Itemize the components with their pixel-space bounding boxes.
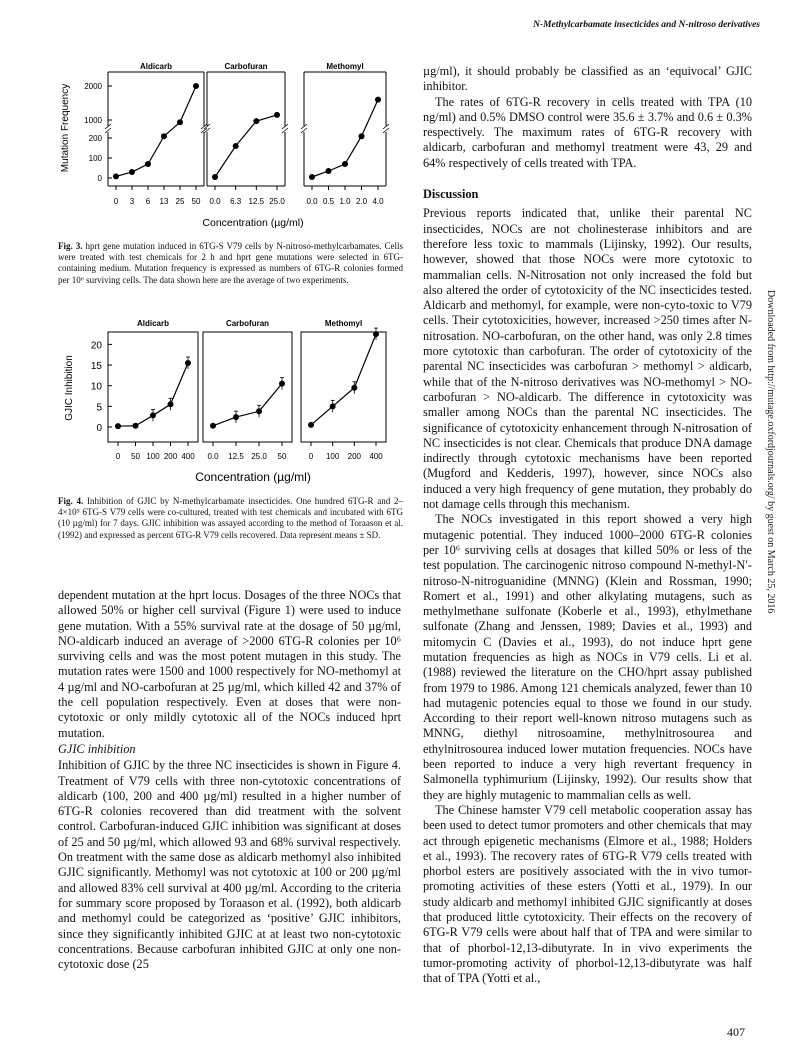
data-point [256, 408, 262, 414]
figure-3-caption [58, 241, 403, 286]
x-tick-label: 1.0 [339, 197, 351, 206]
data-point [133, 423, 139, 429]
download-watermark: Downloaded from http://mutage.oxfordjournals.org/ by guest on March 25, 2016 [765, 290, 776, 614]
panel-title: Methomyl [324, 319, 363, 328]
x-tick-label: 400 [181, 452, 195, 461]
x-tick-label: 0.5 [322, 197, 335, 206]
x-tick-label: 50 [131, 452, 140, 461]
data-point [145, 161, 151, 167]
x-axis-label: Concentration (µg/ml) [202, 217, 304, 229]
right-column [423, 64, 752, 987]
x-tick-label: 25.0 [269, 197, 285, 206]
x-tick-label: 25.0 [251, 452, 267, 461]
figure-4-caption-text: Inhibition of GJIC by N-methylcarbamate insecticides. One hundred 6TG-R and 2–4×10⁵ 6TG-S V79 cells were co-cultured, treated with test chemicals and incubated with 6TG (10 µg/ml) for 7 days. GJIC inhibition was assayed according to the method of Toraason et al. (1992) and expressed as percent 6TG-R V79 cells recovered. Data represent means ± SD. [58, 496, 403, 540]
data-point [113, 173, 119, 179]
x-tick-label: 200 [163, 452, 178, 461]
data-point [279, 381, 285, 387]
series-line [213, 384, 282, 426]
x-tick-label: 6.3 [230, 197, 242, 206]
data-point [373, 331, 379, 337]
data-point [185, 360, 191, 366]
x-tick-label: 100 [325, 452, 340, 461]
left-column [58, 588, 401, 972]
data-point [233, 143, 239, 149]
data-point [253, 118, 259, 124]
figure-3-caption-text: hprt gene mutation induced in 6TG-S V79 cells by N-nitroso-methylcarbamates. Cells were treated with test chemicals for 2 h and hprt gene mutations were selected in 6TG-containing medium. Mutation frequency is expressed as numbers of 6TG-R colonies formed per 10⁶ surviving cells. The data shown here are the average of two experiments. [58, 241, 404, 285]
y-tick-label: 10 [90, 381, 102, 393]
paragraph: The rates of 6TG-R recovery in cells treated with TPA (10 ng/ml) and 0.5% DMSO control were 35.6 ± 3.7% and 0.6 ± 0.3% respectively. The maximum rates of 6TG-R recovery with aldicarb, carbofuran and methomyl treatment were 43, 29 and 64% respectively of cells treated with TPA. [423, 94, 752, 170]
figure-4-label: Fig. 4. [58, 496, 84, 506]
y-tick-label: 5 [96, 402, 102, 414]
panel-title: Aldicarb [139, 62, 173, 71]
y-tick-label: 0 [97, 174, 102, 183]
data-point [193, 83, 199, 89]
series-line [215, 115, 277, 177]
x-tick-label: 0.0 [306, 197, 318, 206]
x-tick-label: 50 [277, 452, 287, 461]
data-point [177, 119, 183, 125]
data-point [212, 174, 218, 180]
series-line [116, 86, 196, 176]
data-point [274, 112, 280, 118]
figure-4-chart [58, 316, 403, 492]
x-tick-label: 4.0 [372, 197, 384, 206]
figure-4-caption [58, 496, 403, 541]
data-point [115, 423, 121, 429]
x-tick-label: 0.0 [209, 197, 221, 206]
panel-title: Carbofuran [225, 319, 270, 328]
x-tick-label: 100 [146, 452, 160, 461]
y-axis-label: Mutation Frequency [60, 83, 71, 173]
section-heading: Discussion [423, 187, 479, 202]
x-tick-label: 13 [159, 197, 169, 206]
data-point [326, 168, 332, 174]
x-tick-label: 50 [191, 197, 201, 206]
x-tick-label: 0 [115, 452, 121, 461]
data-point [330, 403, 336, 409]
data-point [150, 412, 156, 418]
y-tick-label: 100 [88, 154, 102, 163]
data-point [233, 414, 239, 420]
y-tick-label: 0 [96, 423, 102, 434]
paragraph: µg/ml), it should probably be classified as an ‘equivocal’ GJIC inhibitor. [423, 64, 752, 94]
subsection-heading: GJIC inhibition [58, 741, 136, 756]
x-tick-label: 0 [308, 452, 314, 461]
panel-title: Carbofuran [224, 62, 268, 71]
paragraph: The Chinese hamster V79 cell metabolic cooperation assay has been used to detect tumor promoters and other chemicals that may act through epigenetic mechanisms (Elmore et al., 1988; Holders et al., 1993). The recovery rates of 6TG-R V79 cells treated with phorbol esters are positively associated with the in vivo tumor-promoting activities of these esters (Yotti et al., 1979). In our study aldicarb and methomyl inhibited GJIC significantly at doses that produced little cytotoxicity. Their effects on the recovery of 6TG-R V79 cells were about half that of TPA and were similar to that of phorbol-12,13-dibutyrate. In in vivo experiments the tumor-promoting activity of phorbol-12,13-dibutyrate was half that of TPA (Yotti et al., [423, 802, 752, 986]
x-tick-label: 200 [347, 452, 362, 461]
x-tick-label: 0 [113, 197, 119, 206]
x-tick-label: 400 [369, 452, 383, 461]
figure-3-chart [58, 60, 403, 240]
page-number: 407 [727, 1025, 745, 1039]
data-point [161, 133, 167, 139]
data-point [342, 161, 348, 167]
x-tick-label: 12.5 [248, 197, 265, 206]
data-point [168, 401, 174, 407]
panel-title: Methomyl [326, 62, 364, 71]
data-point [309, 174, 315, 180]
data-point [351, 385, 357, 391]
data-point [359, 133, 365, 139]
panel-title: Aldicarb [136, 319, 170, 328]
paragraph: Inhibition of GJIC by the three NC insecticides is shown in Figure 4. Treatment of V79 cells with three non-cytotoxic concentrations of aldicarb (100, 200 and 400 µg/ml) resulted in a higher number of 6TG-R colonies recovered than did treatment with the solvent control. Carbofuran-induced GJIC inhibition was significant at doses of 25 and 50 µg/ml, which allowed 93 and 68% survival respectively. On treatment with the same dose as aldicarb methomyl also inhibited GJIC significantly. Methomyl was not cytotoxic at 100 or 200 µg/ml and allowed 83% cell survival at 400 µg/ml. According to the criteria for summary score proposed by Toraason et al. (1992), both aldicarb and methomyl could be categorized as ‘positive’ GJIC inhibitors, since they significantly inhibited GJIC at at least two non-cytotoxic concentrations. Because carbofuran inhibited GJIC at only one non-cytotoxic dose (25 [58, 758, 401, 972]
data-point [375, 97, 381, 103]
x-tick-label: 0.0 [207, 452, 219, 461]
x-axis-label: Concentration (µg/ml) [195, 470, 311, 484]
y-tick-label: 200 [88, 134, 102, 143]
y-tick-label: 2000 [84, 82, 102, 91]
y-tick-label: 20 [90, 340, 102, 352]
paragraph: dependent mutation at the hprt locus. Dosages of the three NOCs that allowed 50% or higher cell survival (Figure 1) were used to induce gene mutation. With a 55% survival rate at the dosage of 50 µg/ml, NO-aldicarb induced an average of >2000 6TG-R colonies per 10⁶ surviving cells and was the most potent mutagen in this study. The mutation rates were 1500 and 1000 respectively for NO-methomyl at 4 µg/ml and NO-carbofuran at 25 µg/ml, which killed 42 and 37% of the cell population respectively. Even at doses that were non-cytotoxic or only mildly cytotoxic all of the NOCs induced hprt mutation. [58, 588, 401, 740]
x-tick-label: 6 [145, 197, 151, 206]
y-tick-label: 1000 [84, 116, 102, 125]
data-point [210, 423, 216, 429]
x-tick-label: 12.5 [228, 452, 244, 461]
series-line [311, 334, 376, 425]
data-point [129, 169, 135, 175]
x-tick-label: 3 [129, 197, 135, 206]
paragraph: Previous reports indicated that, unlike their parental NC insecticides, NOCs are not cholinesterase inhibitors and are therefore less toxic to mammals (Lijinsky, 1992). Our results, however, showed that those NOCs were more cytotoxic to mammalian cells. N-Nitrosation not only increased the fold but also altered the order of cytotoxicity of the NC insecticides tested. Aldicarb and methomyl, for example, were non-cyto-toxic to V79 cells. Their cytotoxicities, however, increased >250 times after N-nitrosation. NO-carbofuran, on the other hand, was only 2.8 times more cytotoxic than carbofuran. The order of cytotoxicity of the parental NC insecticides was carbofuran > methomyl > aldicarb, while that of the N-nitroso derivatives was NO-methomyl > NO-carbofuran > NO-aldicarb. The difference in cytotoxicity was smaller among NOCs than the parental NC insecticides. The significance of cytotoxicity enhancement through N-nitrosation of NC insecticides is not clear. Chemicals that produce DNA damage indirectly through cytotoxic mechanisms have been reported (Mugford and Kedderis, 1997), however, since NOCs also induced a very high frequency of gene mutation, they probably do not damage cells through this mechanism. [423, 206, 752, 512]
x-tick-label: 2.0 [355, 197, 368, 206]
y-axis-label: GJIC Inhibition [64, 355, 75, 421]
y-tick-label: 15 [90, 361, 102, 373]
figure-3-label: Fig. 3. [58, 241, 83, 251]
paragraph: The NOCs investigated in this report showed a very high mutagenic potential. They induced 1000–2000 6TG-R colonies per 10⁶ surviving cells at dosages that killed 50% or less of the test population. The carcinogenic nitroso compound N-methyl-N′-nitroso-N-nitroguanidine (MNNG) (Klein and Rossman, 1990; Romert et al., 1991) and other alkylating mutagens, such as methylmethane sulfonate (Koberle et al., 1993), ethylmethane sulfonate (Zhang and Jenssen, 1989; Davies et al., 1993) and mitomycin C (Davies et al., 1993), do not induce hprt gene mutation frequencies as high as NOCs in V79 cells. Li et al. (1988) reviewed the literature on the CHO/hprt assay published from 1979 to 1986. Among 121 chemicals analyzed, fewer than 10 had mutagenic potencies equal to those we found in our study. According to their report well-known nitroso mutagens such as MNNG, diethyl nitrosoamine, methylnitrosourea and ethylnitrosourea induced lower mutation frequencies. NOCs have been reported to induce a very high revertant frequency in Salmonella typhimurium (Lijinsky, 1992). Our results show that they are highly mutagenic to mammalian cells as well. [423, 512, 752, 802]
data-point [308, 422, 314, 428]
running-header: N-Methylcarbamate insecticides and N-nitroso derivatives [533, 20, 760, 30]
x-tick-label: 25 [175, 197, 185, 206]
